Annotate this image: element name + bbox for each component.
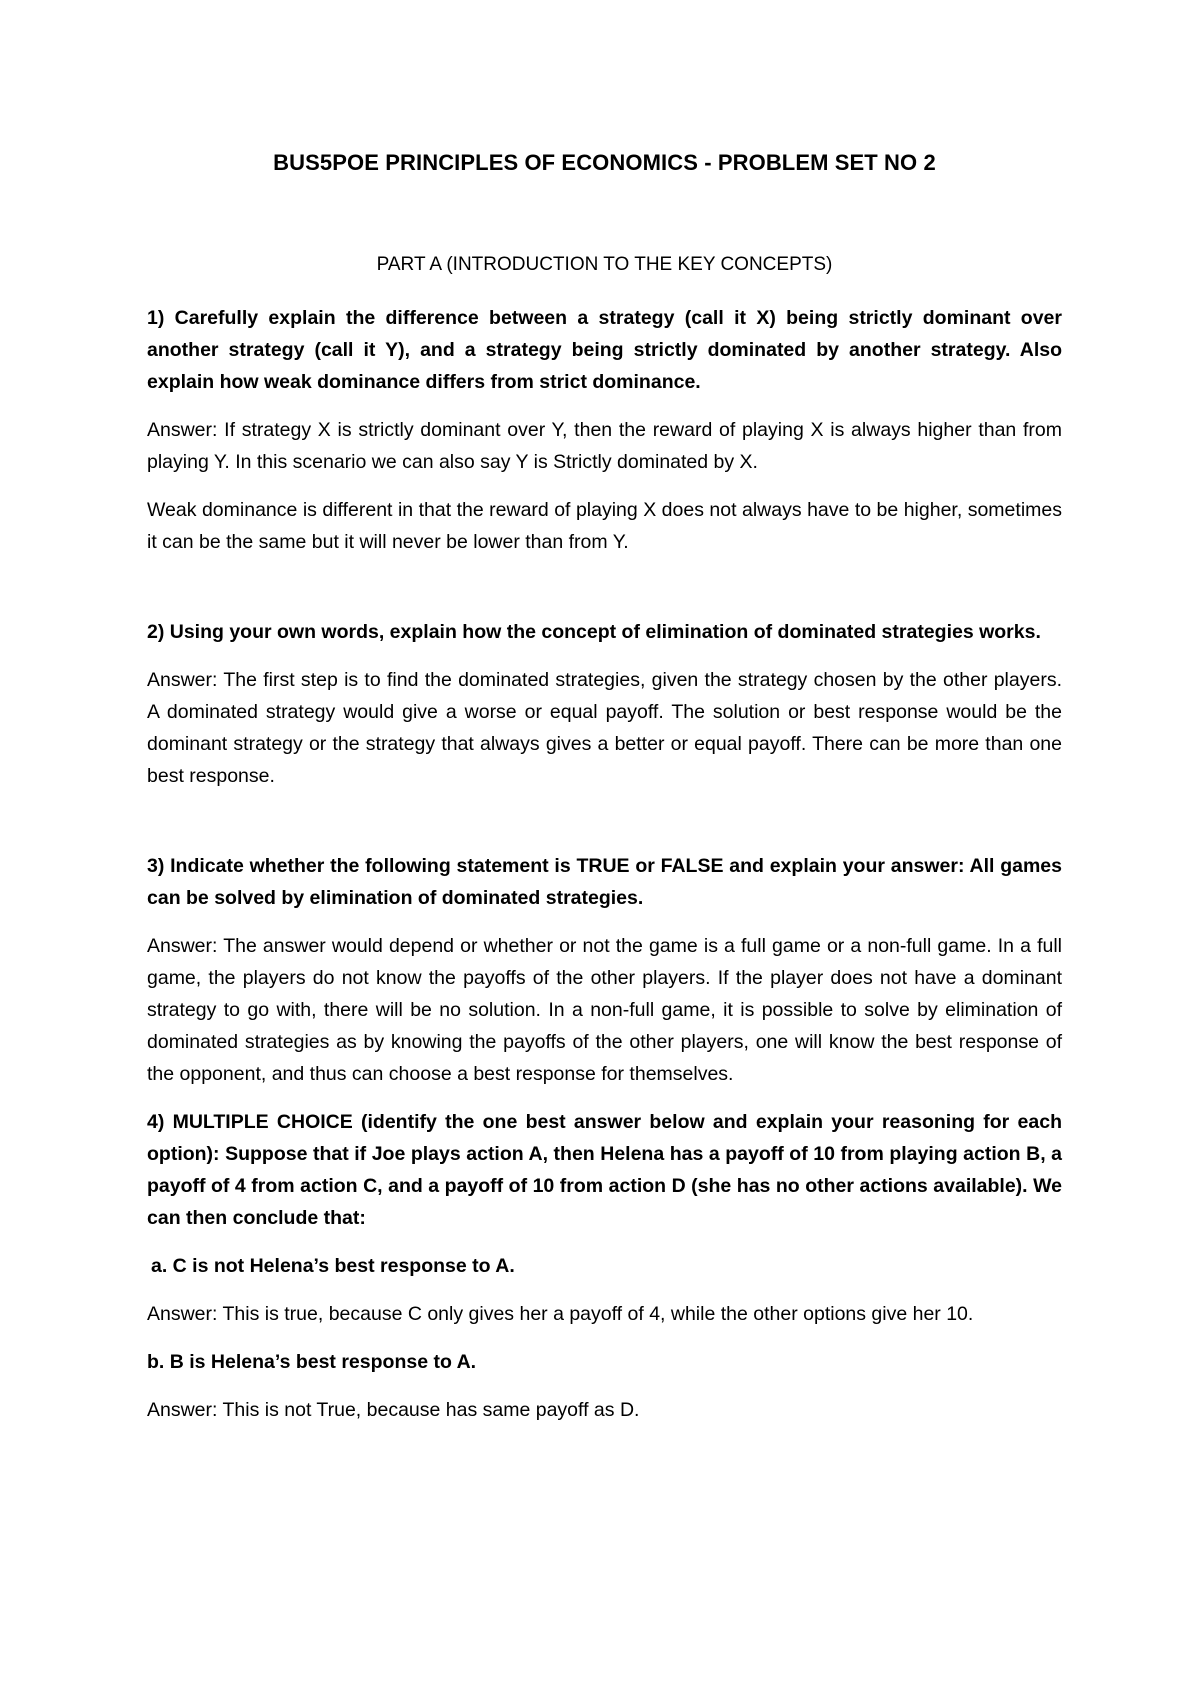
answer-2: Answer: The first step is to find the dominated strategies, given the strategy chosen by the other players. A dominated strategy would give a worse or equal payoff. The solution or best response would be the dominant strategy or the strategy that always gives a better or equal payoff. There can be more than one best response. (147, 669, 1062, 787)
question-2: 2) Using your own words, explain how the concept of elimination of dominated strategies works. (147, 621, 1041, 643)
answer-1-paragraph-2: Weak dominance is different in that the reward of playing X does not always have to be higher, sometimes it can be the same but it will never be lower than from Y. (147, 499, 1062, 553)
option-a: a. C is not Helena’s best response to A. (151, 1255, 515, 1277)
question-1: 1) Carefully explain the difference between a strategy (call it X) being strictly dominant over another strategy (call it Y), and a strategy being strictly dominated by another strategy. Also explain how weak dominance differs from strict dominance. (147, 307, 1062, 393)
answer-option-b: Answer: This is not True, because has same payoff as D. (147, 1399, 640, 1421)
document-body (147, 302, 1062, 1442)
question-3: 3) Indicate whether the following statement is TRUE or FALSE and explain your answer: All games can be solved by elimination of dominated strategies. (147, 855, 1062, 909)
question-4: 4) MULTIPLE CHOICE (identify the one best answer below and explain your reasoning for each option): Suppose that if Joe plays action A, then Helena has a payoff of 10 from playing action B, a payoff of 4 from action C, and a payoff of 10 from action D (she has no other actions available). We can then conclude that: (147, 1111, 1062, 1229)
part-heading: PART A (INTRODUCTION TO THE KEY CONCEPTS) (376, 254, 833, 275)
answer-1-paragraph-1: Answer: If strategy X is strictly dominant over Y, then the reward of playing X is always higher than from playing Y. In this scenario we can also say Y is Strictly dominated by X. (147, 419, 1062, 473)
option-b: b. B is Helena’s best response to A. (147, 1351, 477, 1373)
document-title: BUS5POE PRINCIPLES OF ECONOMICS - PROBLEM SET NO 2 (273, 150, 936, 175)
answer-option-a: Answer: This is true, because C only gives her a payoff of 4, while the other options give her 10. (147, 1303, 974, 1325)
answer-3: Answer: The answer would depend or whether or not the game is a full game or a non-full game. In a full game, the players do not know the payoffs of the other players. If the player does not have a dominant strategy to go with, there will be no solution. In a non-full game, it is possible to solve by elimination of dominated strategies as by knowing the payoffs of the other players, one will know the best response of the opponent, and thus can choose a best response for themselves. (147, 935, 1062, 1085)
